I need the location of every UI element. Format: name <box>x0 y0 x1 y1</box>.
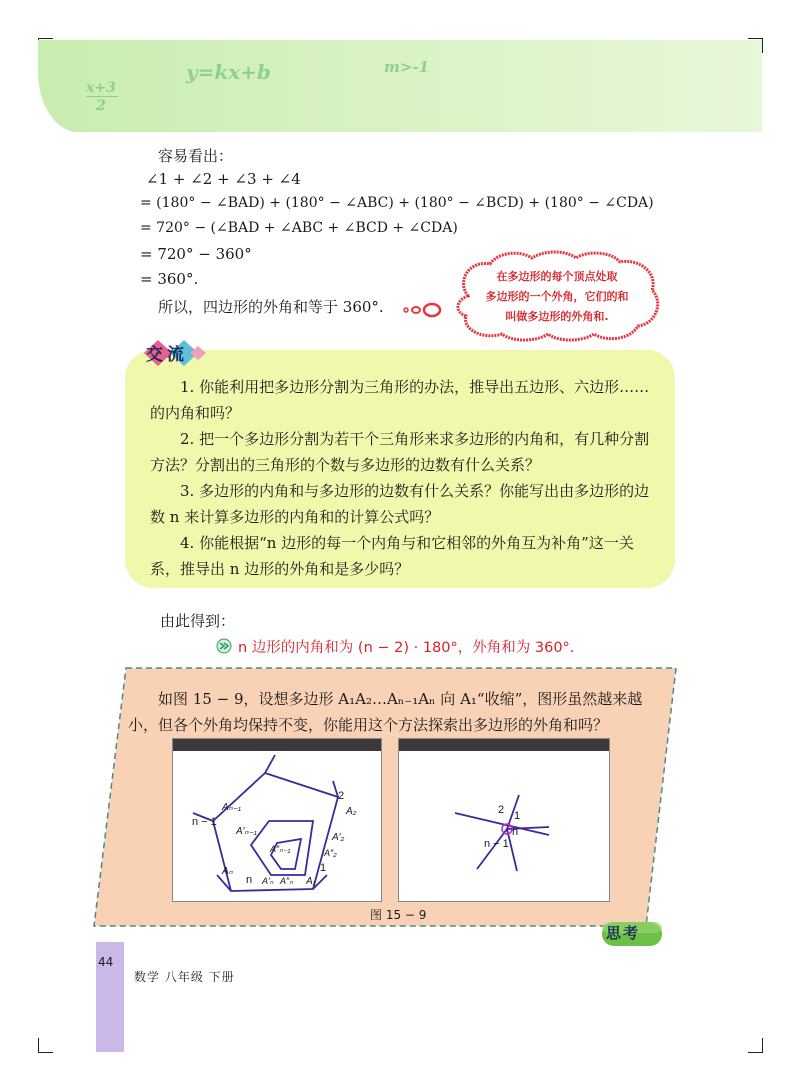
cloud-note-line-1: 在多边形的每个顶点处取 <box>496 270 618 283</box>
crop-mark-br <box>748 1038 763 1053</box>
label-a2-prime: A′₂ <box>332 832 345 843</box>
page-number: 44 <box>98 955 114 969</box>
header-band <box>38 40 762 132</box>
figure-right-titlebar <box>399 739 609 751</box>
equation-line-1: ∠1 + ∠2 + ∠3 + ∠4 <box>146 170 301 188</box>
label-n-1-left: n − 1 <box>192 816 217 828</box>
exchange-paragraph-3: 3. 多边形的内角和与多边形的边数有什么关系？你能写出由多边形的边数 n 来计算多边形的内角和的计算公式吗？ <box>150 482 650 526</box>
label-a-n: Aₙ <box>222 866 233 877</box>
label-1-left: 1 <box>320 862 327 874</box>
label-a-n-1: Aₙ₋₁ <box>222 802 242 813</box>
label-a1: A₁ <box>306 876 316 887</box>
star-angles-diagram <box>399 751 609 901</box>
key-point-icon <box>216 638 232 654</box>
exchange-paragraph-4: 4. 你能根据“n 边形的每一个内角与和它相邻的外角互为补角”这一关系，推导出 n 边形的外角和是多少吗？ <box>150 534 634 578</box>
cloud-note-line-3: 叫做多边形的外角和. <box>505 310 609 323</box>
label-a2-double-prime: A″₂ <box>324 848 337 858</box>
label-a-n-prime: A′ₙ <box>262 876 274 886</box>
exchange-paragraph-1: 1. 你能利用把多边形分割为三角形的办法，推导出五边形、六边形……的内角和吗？ <box>150 378 650 422</box>
cloud-note-line-2: 多边形的一个外角，它们的和 <box>485 290 629 303</box>
header-formula-denominator: 2 <box>96 98 106 114</box>
figure-caption: 图 15 − 9 <box>370 908 427 922</box>
equation-line-3: = 720° − (∠BAD + ∠ABC + ∠BCD + ∠CDA) <box>140 220 458 236</box>
label-n-left: n <box>246 874 253 886</box>
label-2-right: 2 <box>498 804 505 816</box>
header-formula-inequality: m>-1 <box>384 58 430 76</box>
header-formula-numerator: x+3 <box>86 80 116 96</box>
label-a-n-1-prime: A′ₙ₋₁ <box>236 826 257 837</box>
crop-mark-bl <box>38 1038 53 1053</box>
equation-line-4: = 720° − 360° <box>140 245 252 263</box>
equation-line-2: = (180° − ∠BAD) + (180° − ∠ABC) + (180° − ∠BCD) + (180° − ∠CDA) <box>140 195 654 211</box>
label-2-left: 2 <box>338 790 345 802</box>
label-n-right: n <box>512 826 519 838</box>
exchange-paragraph-2: 2. 把一个多边形分割为若干个三角形来求多边形的内角和，有几种分割方法？分割出的三角形的个数与多边形的边数有什么关系？ <box>150 430 650 474</box>
label-n-1-right: n − 1 <box>484 838 509 850</box>
intro-text: 容易看出： <box>158 147 234 165</box>
label-a-n-1-double-prime: A″ₙ₋₁ <box>270 844 291 854</box>
think-text: 如图 15 − 9，设想多边形 A₁A₂…Aₙ₋₁Aₙ 向 A₁“收缩”，图形虽然越来越小，但各个外角均保持不变，你能用这个方法探索出多边形的外角和吗？ <box>128 690 643 734</box>
header-formula-linear: y=kx+b <box>186 60 271 84</box>
exchange-badge-label: 交流 <box>146 345 188 365</box>
fraction-bar <box>86 96 118 97</box>
equation-line-5: = 360°. <box>140 270 199 288</box>
conclusion-text: 所以，四边形的外角和等于 360°. <box>158 298 384 316</box>
result-statement: n 边形的内角和为 (n − 2) · 180°，外角和为 360°. <box>238 640 575 656</box>
think-badge-label: 思考 <box>606 924 641 942</box>
label-a-n-double-prime: A″ₙ <box>280 876 293 886</box>
cloud-bubble-tail-icon <box>400 298 450 322</box>
result-lead: 由此得到： <box>160 612 236 630</box>
label-1-right: 1 <box>514 810 521 822</box>
figure-right-panel <box>398 738 610 902</box>
book-title: 数学 八年级 下册 <box>134 970 235 984</box>
figure-left-titlebar <box>173 739 381 751</box>
label-a2: A₂ <box>346 806 357 817</box>
